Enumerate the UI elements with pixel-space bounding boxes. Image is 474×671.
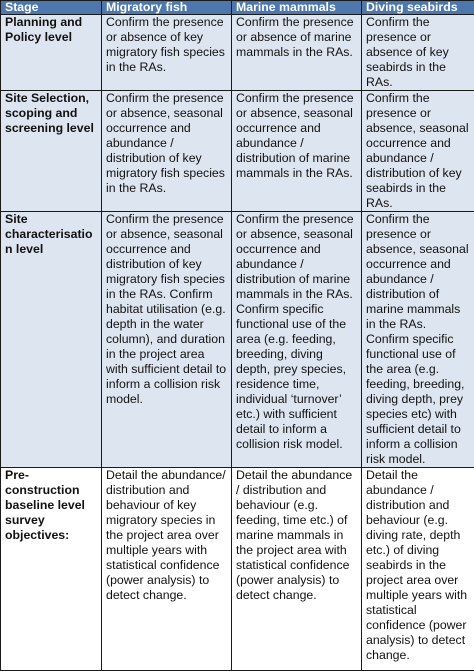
header-row	[1, 1, 474, 15]
table-body	[1, 15, 474, 671]
migratory-fish-cell: Detail the abundance/ distribution and behaviour of key migratory species in the project area over multiple years with statistical confidence (power analysis) to detect change.	[102, 468, 232, 671]
header-marine-mammals: Marine mammals	[232, 1, 362, 15]
table-row	[1, 91, 474, 212]
header-stage: Stage	[1, 1, 102, 15]
stage-cell: Planning and Policy level	[1, 15, 102, 91]
diving-seabirds-cell: Confirm the presence or absence, seasonal occurrence and abundance / distribution of marine mammals in the RAs. Confirm specific functional use of the area (e.g. feeding, breeding, diving depth, prey species etc) with sufficient detail to inform a collision risk model.	[362, 212, 474, 468]
diving-seabirds-cell: Confirm the presence or absence of key seabirds in the RAs.	[362, 15, 474, 91]
marine-mammals-cell: Confirm the presence or absence of marine mammals in the RAs.	[232, 15, 362, 91]
migratory-fish-cell: Confirm the presence or absence of key migratory fish species in the RAs.	[102, 15, 232, 91]
table-row	[1, 212, 474, 468]
header-migratory-fish: Migratory fish	[102, 1, 232, 15]
stage-cell: Site Selection, scoping and screening level	[1, 91, 102, 212]
table-header	[1, 1, 474, 15]
migratory-fish-cell: Confirm the presence or absence, seasonal occurrence and abundance / distribution of key migratory fish species in the RAs.	[102, 91, 232, 212]
stage-cell: Pre-construction baseline level survey objectives:	[1, 468, 102, 671]
migratory-fish-cell: Confirm the presence or absence, seasonal occurrence and distribution of key migratory fish species in the RAs. Confirm habitat utilisation (e.g. depth in the water column), and duration in the project area with sufficient detail to inform a collision risk model.	[102, 212, 232, 468]
marine-mammals-cell: Confirm the presence or absence, seasonal occurrence and abundance / distribution of marine mammals in the RAs. Confirm specific functional use of the area (e.g. feeding, breeding, diving depth, prey species, residence time, individual ‘turnover’ etc.) with sufficient detail to inform a collision risk model.	[232, 212, 362, 468]
marine-mammals-cell: Detail the abundance / distribution and behaviour (e.g. feeding, time etc.) of marine mammals in the project area with statistical confidence (power analysis) to detect change.	[232, 468, 362, 671]
stage-cell: Site characterisation level	[1, 212, 102, 468]
table-row	[1, 15, 474, 91]
header-diving-seabirds: Diving seabirds	[362, 1, 474, 15]
marine-mammals-cell: Confirm the presence or absence, seasonal occurrence and abundance / distribution of marine mammals in the RAs.	[232, 91, 362, 212]
table-row	[1, 468, 474, 671]
diving-seabirds-cell: Detail the abundance / distribution and behaviour (e.g. diving rate, depth etc.) of diving seabirds in the project area over multiple years with statistical confidence (power analysis) to detect change.	[362, 468, 474, 671]
diving-seabirds-cell: Confirm the presence or absence, seasonal occurrence and abundance / distribution of key seabirds in the RAs.	[362, 91, 474, 212]
